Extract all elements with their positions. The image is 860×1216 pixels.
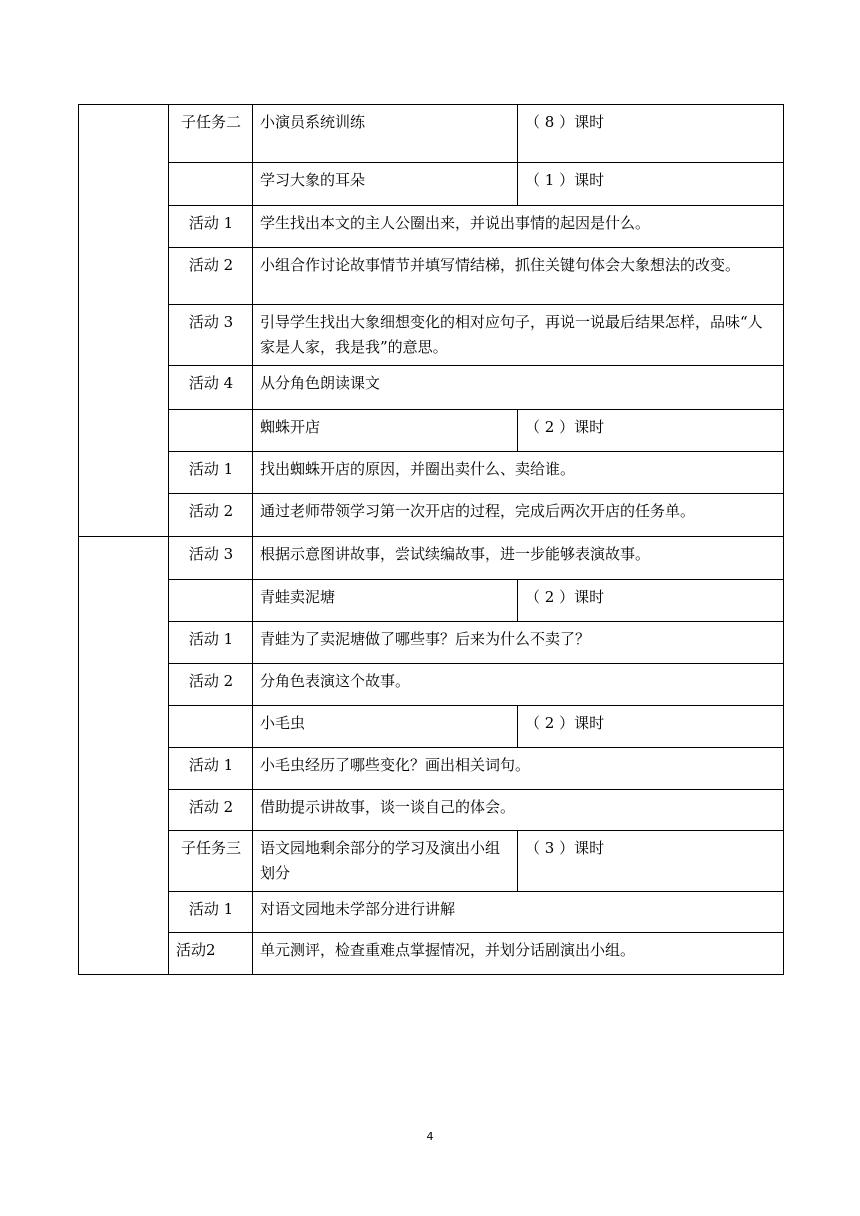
activity-label: 活动 4 [169,366,253,410]
lesson-title: 小毛虫 [253,706,518,748]
subtask-label: 子任务三 [169,831,253,892]
subtask-label: 子任务二 [169,105,253,163]
table-row [79,305,784,366]
page-number: 4 [426,1130,434,1143]
hours-cell: （ 3 ）课时 [518,831,784,892]
table-row [79,892,784,933]
table-row [79,206,784,248]
activity-label: 活动2 [169,933,253,975]
empty-label-cell [169,163,253,206]
table-row [79,366,784,410]
table-row [79,580,784,622]
lesson-plan-table [78,104,784,975]
empty-label-cell [169,580,253,622]
table-row [79,706,784,748]
table-row [79,537,784,580]
activity-content: 对语文园地未学部分进行讲解 [253,892,784,933]
subtask-title: 小演员系统训练 [253,105,518,163]
activity-label: 活动 2 [169,494,253,537]
hours-cell: （ 2 ）课时 [518,410,784,452]
activity-label: 活动 1 [169,892,253,933]
hours-cell: （ 2 ）课时 [518,706,784,748]
activity-label: 活动 1 [169,622,253,664]
activity-label: 活动 2 [169,664,253,706]
activity-label: 活动 2 [169,248,253,305]
lesson-title: 学习大象的耳朵 [253,163,518,206]
activity-label: 活动 2 [169,790,253,831]
table-row [79,933,784,975]
table-row [79,494,784,537]
activity-content: 借助提示讲故事，谈一谈自己的体会。 [253,790,784,831]
empty-section-cell [79,537,169,975]
activity-label: 活动 3 [169,305,253,366]
activity-content: 单元测评，检查重难点掌握情况，并划分话剧演出小组。 [253,933,784,975]
empty-section-cell [79,105,169,537]
table-row [79,622,784,664]
activity-content: 根据示意图讲故事，尝试续编故事，进一步能够表演故事。 [253,537,784,580]
table-row [79,664,784,706]
activity-label: 活动 1 [169,452,253,494]
empty-label-cell [169,706,253,748]
table-row [79,105,784,163]
activity-content: 小组合作讨论故事情节并填写情结梯，抓住关键句体会大象想法的改变。 [253,248,784,305]
table-row [79,410,784,452]
table-row [79,790,784,831]
subtask-title: 语文园地剩余部分的学习及演出小组划分 [253,831,518,892]
hours-cell: （ 8 ）课时 [518,105,784,163]
table-row [79,748,784,790]
empty-label-cell [169,410,253,452]
activity-label: 活动 3 [169,537,253,580]
table-row [79,163,784,206]
activity-content: 青蛙为了卖泥塘做了哪些事？后来为什么不卖了？ [253,622,784,664]
activity-label: 活动 1 [169,748,253,790]
activity-content: 从分角色朗读课文 [253,366,784,410]
activity-content: 通过老师带领学习第一次开店的过程，完成后两次开店的任务单。 [253,494,784,537]
activity-label: 活动 1 [169,206,253,248]
activity-content: 小毛虫经历了哪些变化？画出相关词句。 [253,748,784,790]
activity-content: 学生找出本文的主人公圈出来，并说出事情的起因是什么。 [253,206,784,248]
hours-cell: （ 1 ）课时 [518,163,784,206]
activity-content: 找出蜘蛛开店的原因，并圈出卖什么、卖给谁。 [253,452,784,494]
lesson-title: 青蛙卖泥塘 [253,580,518,622]
activity-content: 分角色表演这个故事。 [253,664,784,706]
table-row [79,452,784,494]
table-row [79,831,784,892]
lesson-title: 蜘蛛开店 [253,410,518,452]
hours-cell: （ 2 ）课时 [518,580,784,622]
activity-content: 引导学生找出大象细想变化的相对应句子，再说一说最后结果怎样，品味“人家是人家，我是我”的意思。 [253,305,784,366]
table-row [79,248,784,305]
